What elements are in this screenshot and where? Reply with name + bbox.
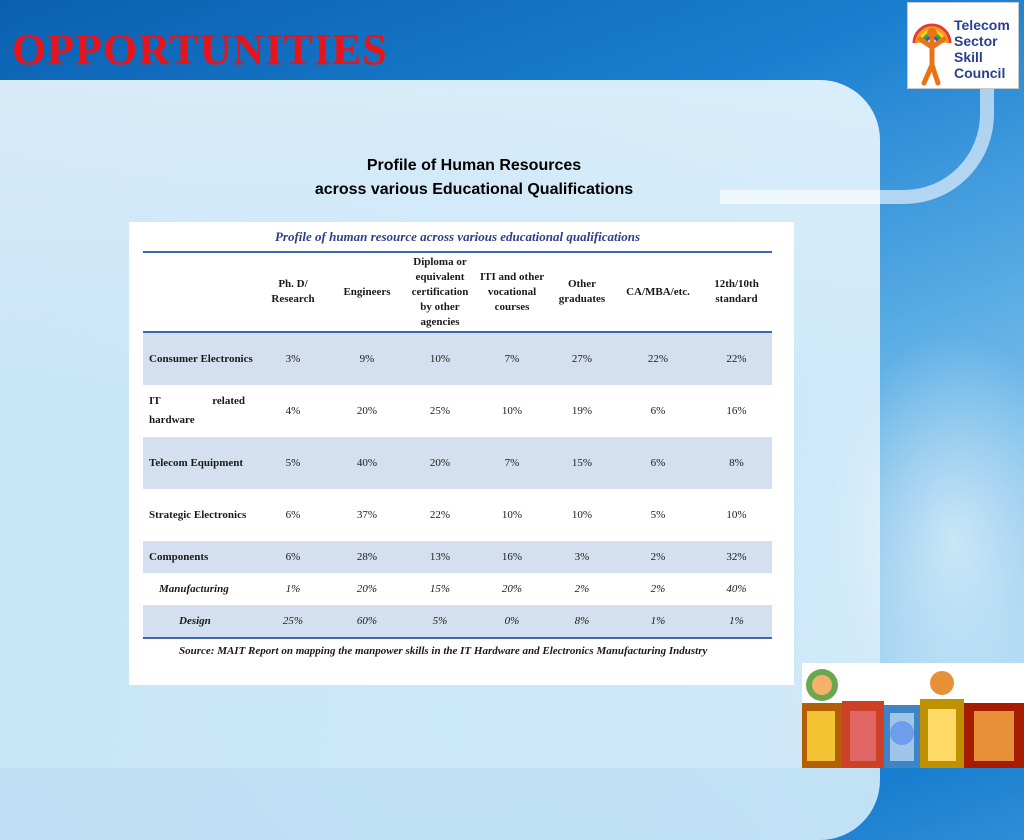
row-label-part: IT [149,395,161,407]
table-cell: 3% [257,332,329,385]
table-cell: 15% [549,437,615,489]
table-cell: 37% [356,509,378,521]
table-cell: 7% [475,437,549,489]
table-cell: 0% [475,605,549,637]
table-cell: 2% [574,583,590,595]
slide-title: OPPORTUNITIES [12,25,388,74]
table-cell: 25% [429,405,451,417]
table-cell: 4% [285,405,301,417]
table-cell: 40% [329,437,405,489]
table-cell: 10% [405,332,475,385]
table-cell: 7% [475,332,549,385]
table-cell: 22% [429,509,451,521]
table-cell: 9% [329,332,405,385]
row-label-part: hardware [149,414,195,426]
subtitle-line: across various Educational Qualifications [314,181,634,198]
row-label [143,385,257,437]
row-label: Components [143,541,257,573]
table-cell: 20% [405,437,475,489]
table-row [143,489,772,541]
table-cell: 1% [285,583,301,595]
row-label: Manufacturing [159,582,229,595]
table-caption: Profile of human resource across various educational qualifications [143,222,772,253]
column-header: 12th/10th standard [701,253,772,332]
row-label: Strategic Electronics [149,508,247,521]
table-cell: 40% [726,583,747,595]
subtitle-line: Profile of Human Resources [366,157,582,174]
row-label: Telecom Equipment [143,437,257,489]
table-cell: 5% [257,437,329,489]
column-header [143,253,257,332]
table-cell: 27% [549,332,615,385]
logo-wordmark [954,17,1018,81]
table-cell: 6% [285,509,301,521]
table-cell: 3% [549,541,615,573]
table-cell: 10% [726,509,747,521]
table-header-row [143,253,772,332]
table-cell: 22% [615,332,701,385]
table-cell: 16% [475,541,549,573]
table-cell: 2% [615,541,701,573]
column-header: Other graduates [549,253,615,332]
table-row [143,385,772,437]
table-cell: 5% [405,605,475,637]
table-cell: 10% [501,405,523,417]
table-row [143,541,772,573]
column-header: CA/MBA/etc. [615,253,701,332]
logo-line: Skill [954,49,983,65]
table-cell: 1% [701,605,772,637]
table-cell: 10% [501,509,523,521]
table-row [143,605,772,637]
india-collage-logo [802,663,1024,768]
table-cell: 28% [329,541,405,573]
table-cell: 2% [650,583,666,595]
india-collage-icon [802,663,1024,768]
column-header: ITI and other vocational courses [475,253,549,332]
table-row [143,437,772,489]
table-cell: 8% [549,605,615,637]
table-cell: 8% [701,437,772,489]
column-header: Ph. D/ Research [257,253,329,332]
logo-line: Sector [954,33,998,49]
table-cell: 60% [329,605,405,637]
person-with-rainbow-icon [908,3,958,90]
table-cell: 32% [701,541,772,573]
table-cell: 19% [571,405,593,417]
table-cell: 6% [257,541,329,573]
logo-line: Council [954,65,1006,81]
telecom-sector-skill-council-logo [907,2,1019,89]
table-cell: 22% [701,332,772,385]
table-source-note: Source: MAIT Report on mapping the manpower skills in the IT Hardware and Electronics Manufacturing Industry [143,637,772,662]
table-cell: 15% [429,583,451,595]
table-row [143,332,772,385]
row-label-part: related [212,395,245,407]
table-cell: 5% [650,509,666,521]
row-label: Design [143,605,257,637]
logo-line: Telecom [954,17,1010,33]
qualification-table [143,253,772,637]
table-cell: 13% [405,541,475,573]
table-card [129,222,794,685]
column-header: Diploma or equivalent certification by other agencies [405,253,475,332]
row-label: Consumer Electronics [143,332,257,385]
table-cell: 20% [356,583,378,595]
table-cell: 6% [650,405,666,417]
table-cell: 20% [356,405,378,417]
slide-subtitle [200,154,748,202]
table-cell: 6% [615,437,701,489]
table-row [143,573,772,605]
table-cell: 25% [257,605,329,637]
table-cell: 1% [615,605,701,637]
table-cell: 16% [726,405,747,417]
table-cell: 10% [571,509,593,521]
table-cell: 20% [501,583,523,595]
column-header: Engineers [329,253,405,332]
